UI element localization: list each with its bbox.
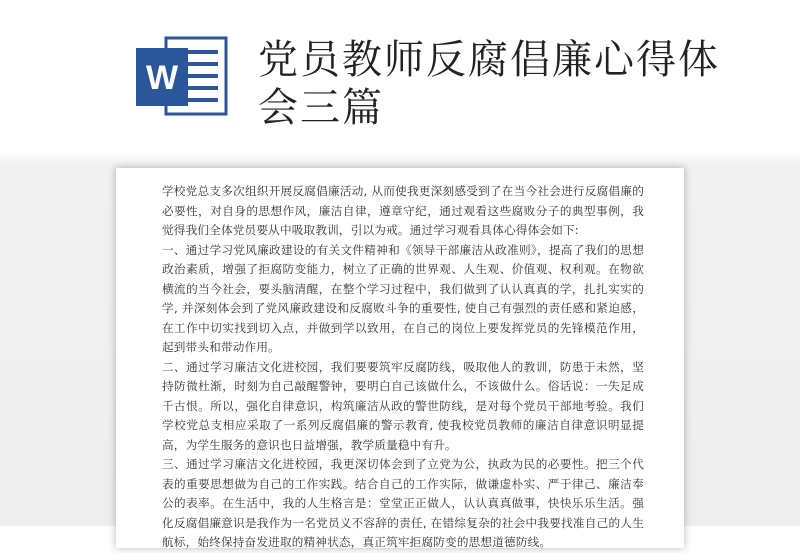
document-body bbox=[162, 182, 644, 553]
paragraph-section-2: 二、通过学习廉洁文化进校园，我们要要筑牢反腐防线，吸取他人的教训，防患于未然，坚持防微杜渐，时刻为自己敲醒警钟，要明白自己该做什么，不该做什么。俗话说：一失足成千古恨。所以，强化自律意识，构筑廉洁从政的警世防线，是对每个党员干部地考验。我们学校党总支相应采取了一系列反腐倡廉的警示教育, 使我校党员教师的廉洁自律意识明显提高，为学生服务的意识也日益增强，教学质量稳中有升。 bbox=[162, 359, 644, 452]
word-document-icon bbox=[134, 34, 230, 118]
paragraph-section-1: 一、通过学习党风廉政建设的有关文件精神和《领导干部廉洁从政准则》，提高了我们的思想政治素质，增强了拒腐防变能力，树立了正确的世界观、人生观、价值观、权利观。在物欲横流的当今社会，要头脑清醒，在整个学习过程中，我们做到了认认真真的学，扎扎实实的学, 并深刻体会到了党风廉政建设和反腐败斗争的重要性, 使自己有强烈的责任感和紧迫感，在工作中切实找到切入点，并做到学以致用，在自己的岗位上要发挥党员的先锋模范作用，起到带头和带动作用。 bbox=[162, 242, 644, 354]
document-page bbox=[116, 168, 684, 548]
word-icon-letter: W bbox=[145, 59, 179, 97]
paragraph-section-3: 三、通过学习廉洁文化进校园，我更深切体会到了立党为公，执政为民的必要性。把三个代表的重要思想做为自己的工作实践。结合自己的工作实际，做谦虚朴实、严于律己、廉洁奉公的表率。在生活中，我的人生格言是：堂堂正正做人，认认真真做事，快快乐乐生活。强化反腐倡廉意识是我作为一名党员义不容辞的责任, 在错综复杂的社会中我要找准自己的人生航标，始终保持奋发进取的精神状态，真正筑牢拒腐防变的思想道德防线。 bbox=[162, 457, 644, 549]
document-title: 党员教师反腐倡廉心得体会三篇 bbox=[258, 37, 720, 131]
paragraph-intro: 学校党总支多次组织开展反腐倡廉活动, 从而使我更深刻感受到了在当今社会进行反腐倡廉的必要性，对自身的思想作风，廉洁自律，遵章守纪，通过观看这些腐败分子的典型事例，我觉得我们全体党员要从中吸取教训，引以为戒。通过学习观看具体心得体会如下: bbox=[162, 184, 644, 237]
